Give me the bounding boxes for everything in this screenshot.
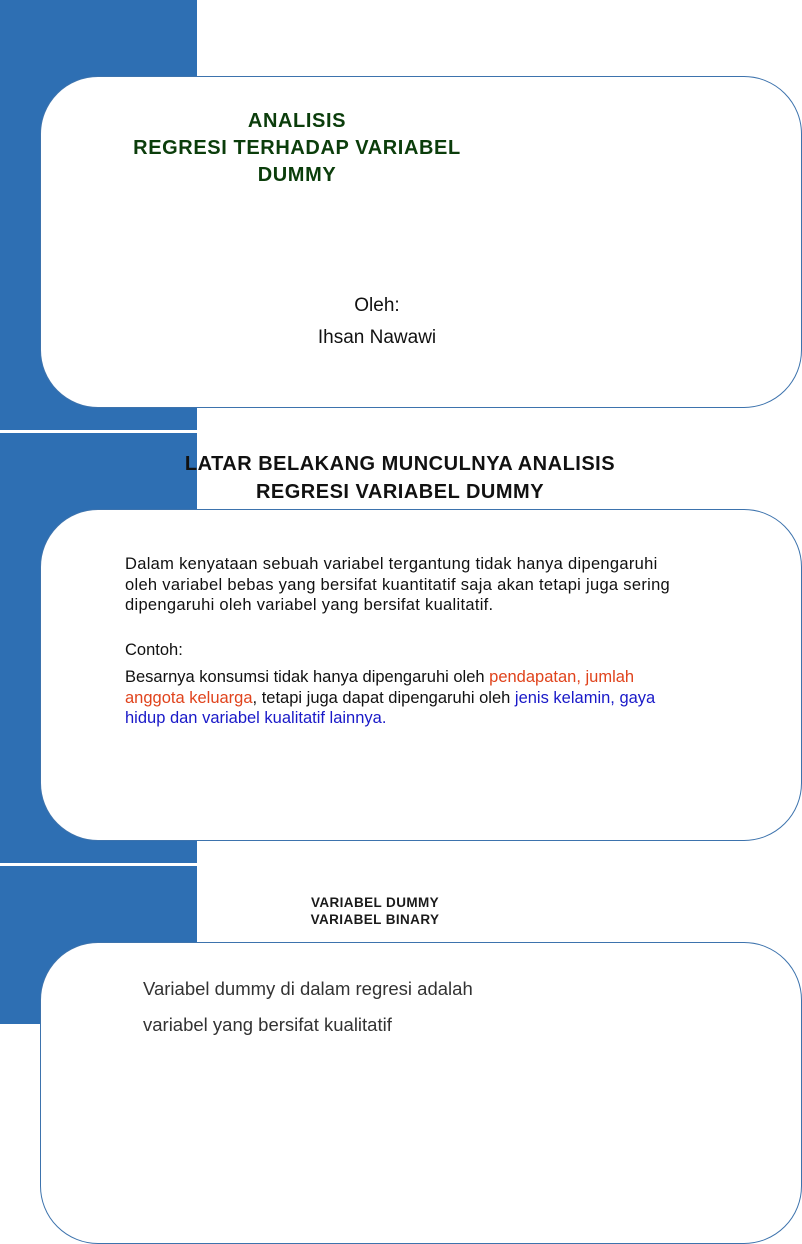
- title-line: LATAR BELAKANG MUNCULNYA ANALISIS: [184, 453, 616, 475]
- slide-1: [0, 0, 768, 430]
- slide-body-line: Variabel dummy di dalam regresi adalah: [143, 978, 473, 999]
- highlight-blue-text: jenis kelamin, gaya hidup dan variabel kualitatif lainnya.: [125, 688, 656, 727]
- author-block: [200, 290, 554, 354]
- title-line: ANALISIS: [247, 110, 347, 132]
- slide-3: [0, 866, 768, 1035]
- slide-body-line-cut: variabel yang bersifat kualitatif: [143, 1014, 392, 1035]
- example-text: , tetapi juga dapat dipengaruhi oleh: [252, 688, 515, 707]
- example-text: Besarnya konsumsi tidak hanya dipengaruhi oleh: [125, 668, 490, 686]
- slide-title: [120, 450, 680, 506]
- example-label: Contoh:: [125, 640, 183, 659]
- title-line: VARIABEL DUMMY: [310, 895, 440, 910]
- title-line: REGRESI TERHADAP VARIABEL: [133, 137, 461, 159]
- slide-body: [125, 554, 685, 729]
- slide-title: [250, 894, 500, 928]
- title-line: REGRESI VARIABEL DUMMY: [255, 481, 545, 503]
- slide-2: [0, 433, 768, 863]
- author-label: Oleh:: [354, 295, 400, 316]
- slide-title: [60, 108, 534, 189]
- highlight-red-text: pendapatan, jumlah anggota keluarga: [125, 668, 635, 707]
- example-paragraph: [125, 667, 685, 729]
- author-name: Ihsan Nawawi: [317, 327, 437, 348]
- title-line: DUMMY: [257, 164, 337, 186]
- title-line: VARIABEL BINARY: [310, 912, 440, 927]
- body-paragraph: Dalam kenyataan sebuah variabel tergantung tidak hanya dipengaruhi oleh variabel bebas yang bersifat kuantitatif saja akan tetapi juga sering dipengaruhi oleh variabel yang bersifat kualitatif.: [125, 555, 671, 614]
